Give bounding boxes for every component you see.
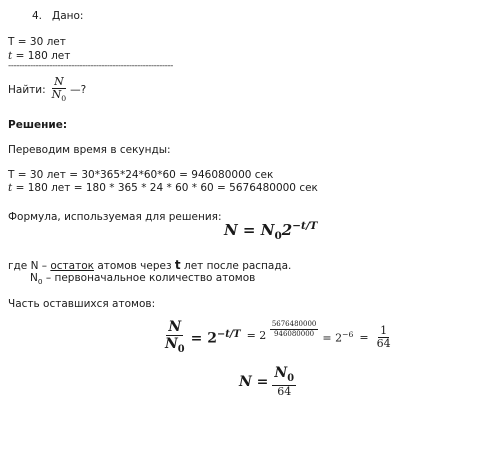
equals-sign: =	[359, 331, 369, 345]
final-denominator: 64	[277, 384, 292, 398]
find-fraction-denominator: $N_0$	[51, 88, 67, 104]
given-title: Дано:	[52, 10, 84, 22]
convert-heading: Переводим время в секунды:	[8, 144, 171, 156]
final-formula	[239, 366, 296, 398]
conversion-time: t = 180 лет = 180 * 365 * 24 * 60 * 60 = 5676480000 сек	[8, 182, 318, 194]
equals-power-1: = $2^{-t/T}$	[190, 328, 241, 347]
conversion-period: T = 30 лет = 30*365*24*60*60 = 946080000 сек	[8, 169, 274, 181]
problem-number: 4.	[32, 10, 43, 22]
find-question: —?	[70, 84, 87, 97]
formula-label: Формула, используемая для решения:	[8, 211, 222, 223]
ratio-fraction	[163, 320, 187, 355]
solution-heading: Решение:	[8, 119, 68, 131]
find-row	[8, 76, 86, 104]
equals-power-2: = 2 $\frac{5676480000}{946080000}$	[246, 320, 317, 343]
given-period: T = 30 лет	[8, 36, 66, 48]
result-equation	[163, 320, 393, 355]
decay-formula: $N = N_02^{-t/T}$	[224, 220, 318, 242]
separator-line: ------------------------------------------------------------	[8, 61, 173, 71]
exponent-fraction: $\frac{5676480000}{946080000}$	[271, 320, 317, 339]
final-fraction	[272, 366, 296, 398]
find-fraction	[50, 76, 69, 104]
final-lhs: N =	[239, 374, 269, 391]
where-line: где N – остаток атомов через t лет после распада.	[8, 258, 292, 272]
find-label: Найти:	[8, 84, 46, 97]
final-numerator: $N_0$	[274, 365, 295, 384]
n0-definition: $N_0$ – первоначальное количество атомов	[30, 272, 256, 287]
find-fraction-numerator: N	[54, 75, 64, 88]
ratio-denominator: $N_0$	[165, 336, 185, 356]
result-fraction: $\frac{1}{64}$	[376, 323, 391, 350]
given-time: t = 180 лет	[8, 50, 71, 62]
part-label: Часть оставшихся атомов:	[8, 298, 156, 310]
ratio-numerator: N	[168, 319, 182, 335]
equals-power-3: = $2^{-6}$	[322, 330, 354, 346]
